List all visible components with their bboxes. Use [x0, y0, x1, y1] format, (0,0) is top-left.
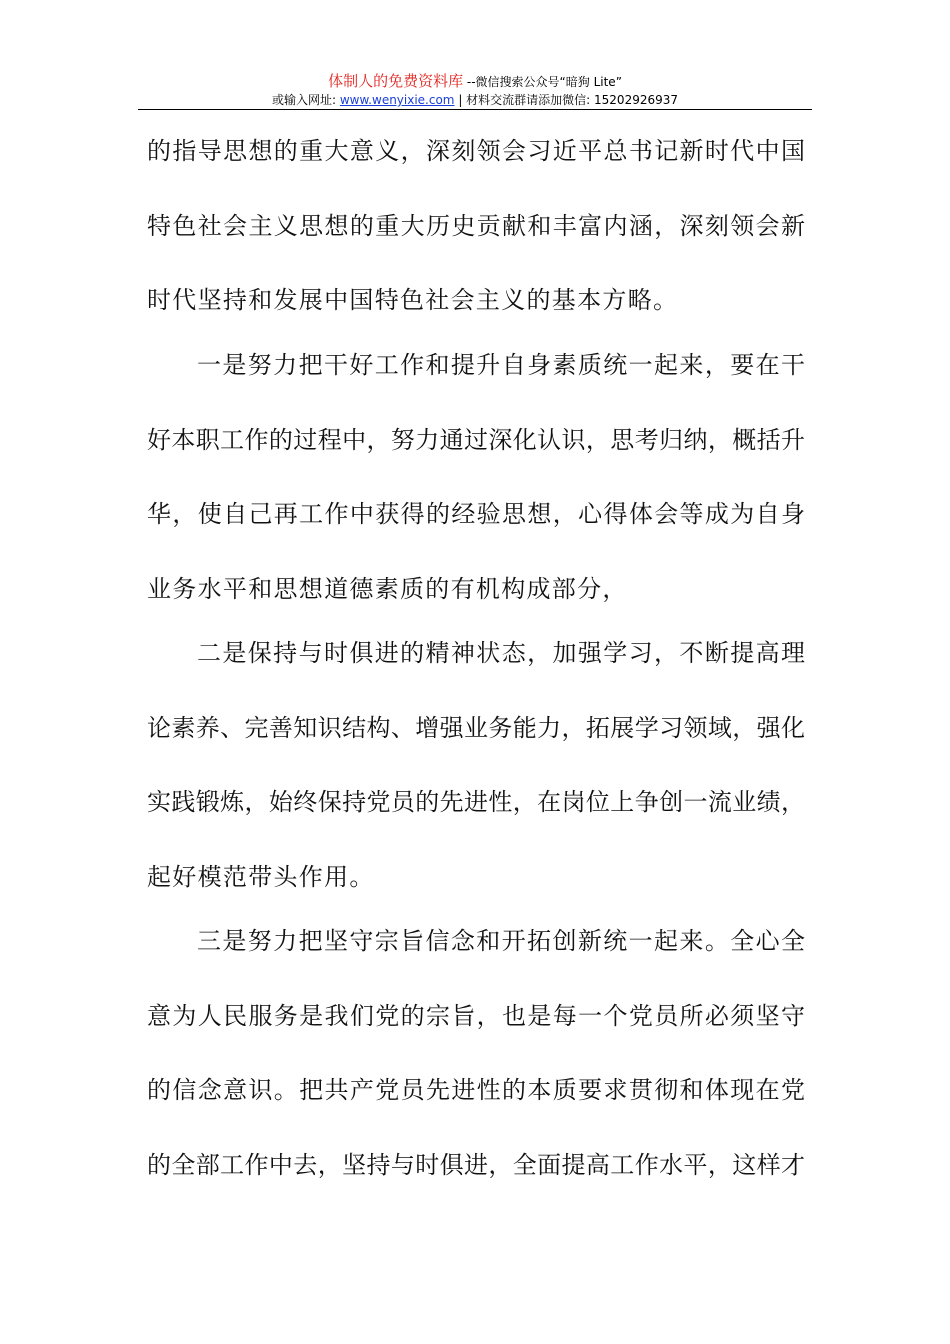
- website-link[interactable]: www.wenyixie.com: [339, 93, 455, 107]
- header-prefix: 或输入网址:: [271, 93, 340, 107]
- text-line: 三是努力把坚守宗旨信念和开拓创新统一起来。全心全: [197, 927, 805, 955]
- text-line: 二是保持与时俱进的精神状态，加强学习，不断提高理: [197, 639, 805, 667]
- header-tagline: --微信搜索公众号“暗狗 Lite”: [463, 75, 622, 89]
- text-line: 好本职工作的过程中，努力通过深化认识，思考归纳，概括升: [147, 426, 805, 454]
- text-line: 论素养、完善知识结构、增强业务能力，拓展学习领域，强化: [147, 714, 805, 742]
- text-line: 起好模范带头作用。: [147, 863, 375, 891]
- text-line: 的指导思想的重大意义，深刻领会习近平总书记新时代中国: [147, 137, 805, 165]
- text-line: 实践锻炼，始终保持党员的先进性，在岗位上争创一流业绩，: [147, 788, 805, 816]
- text-line: 特色社会主义思想的重大历史贡献和丰富内涵，深刻领会新: [147, 212, 805, 240]
- text-line: 华，使自己再工作中获得的经验思想，心得体会等成为自身: [147, 500, 805, 528]
- header-contact: | 材料交流群请添加微信: 15202926937: [454, 93, 679, 107]
- text-line: 一是努力把干好工作和提升自身素质统一起来，要在干: [197, 351, 805, 379]
- text-line: 时代坚持和发展中国特色社会主义的基本方略。: [147, 286, 679, 314]
- text-line: 业务水平和思想道德素质的有机构成部分，: [147, 575, 628, 603]
- text-line: 的全部工作中去，坚持与时俱进，全面提高工作水平，这样才: [147, 1151, 805, 1179]
- header-line-2: [0, 91, 950, 108]
- text-line: 的信念意识。把共产党员先进性的本质要求贯彻和体现在党: [147, 1076, 805, 1104]
- header-line-1: [0, 70, 950, 91]
- text-line: 意为人民服务是我们党的宗旨，也是每一个党员所必须坚守: [147, 1002, 805, 1030]
- brand-title: 体制人的免费资料库: [328, 72, 464, 90]
- header-divider: [138, 109, 812, 110]
